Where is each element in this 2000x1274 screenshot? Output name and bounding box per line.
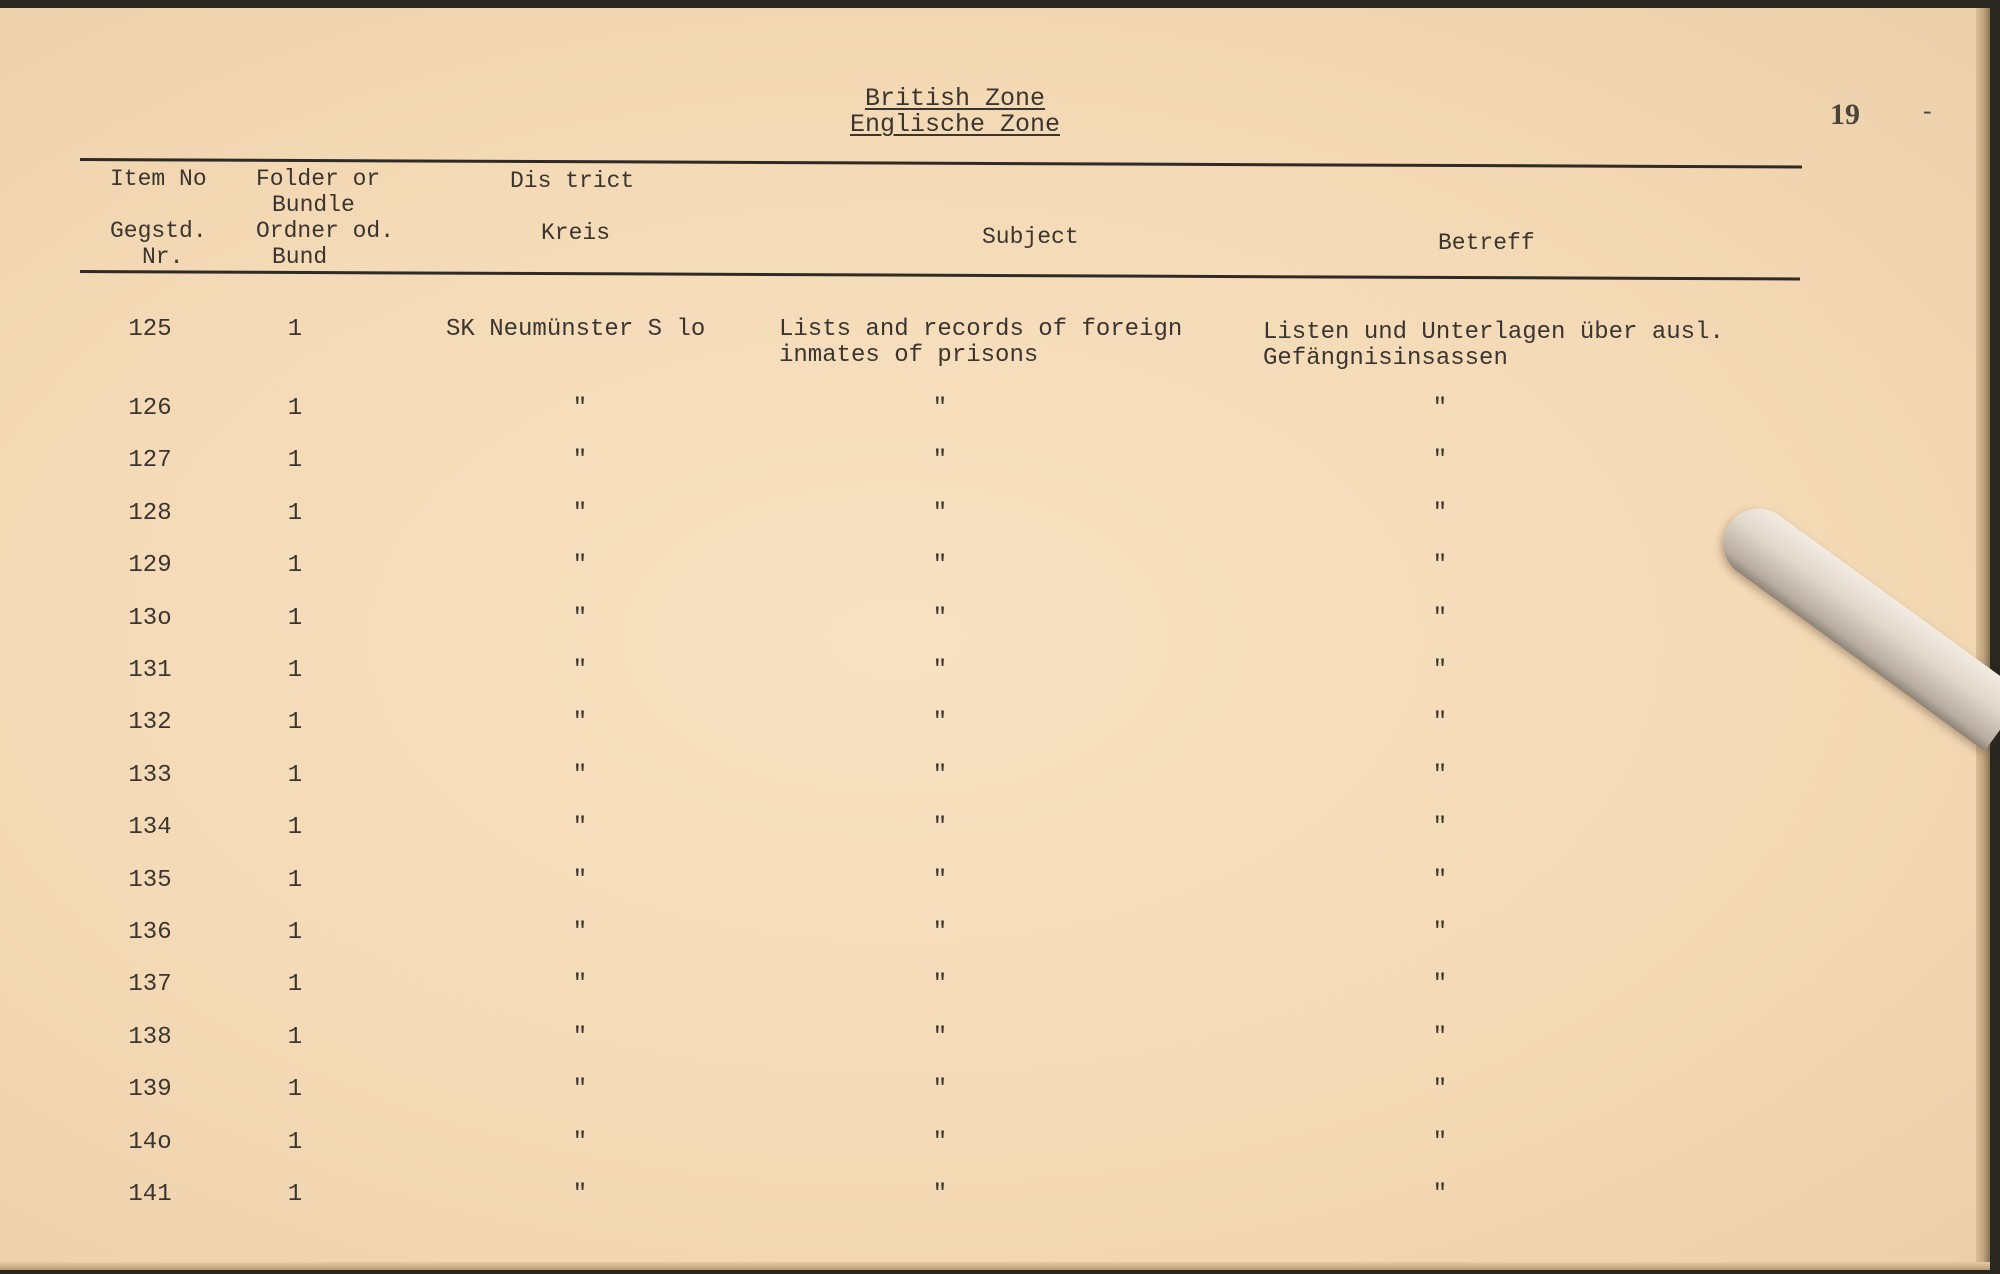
table-row-betreff-ditto: " xyxy=(1432,867,1448,894)
table-row-subject-ditto: " xyxy=(932,867,948,894)
row-125-subject-line1: Lists and records of foreign xyxy=(779,316,1183,343)
table-row-item: 137 xyxy=(128,971,172,998)
table-row-subject-ditto: " xyxy=(932,1129,948,1156)
table-row-district-ditto: " xyxy=(572,1024,588,1051)
table-row-item: 129 xyxy=(128,552,172,579)
table-row-betreff-ditto: " xyxy=(1432,447,1448,474)
table-row-betreff-ditto: " xyxy=(1432,762,1448,789)
table-row-district-ditto: " xyxy=(572,1181,588,1208)
header-item-nr: Nr. xyxy=(142,244,184,270)
table-row-subject-ditto: " xyxy=(932,1181,948,1208)
header-item-no: Item No xyxy=(110,166,207,192)
table-row-subject-ditto: " xyxy=(932,971,948,998)
table-row-item: 128 xyxy=(128,500,172,527)
zone-title-english: British Zone xyxy=(864,84,1046,113)
table-row-district-ditto: " xyxy=(572,605,588,632)
table-row-folder: 1 xyxy=(287,395,303,422)
header-bund: Bund xyxy=(272,244,328,270)
table-row-district-ditto: " xyxy=(572,1129,588,1156)
header-betreff: Betreff xyxy=(1438,230,1535,256)
table-row-betreff-ditto: " xyxy=(1432,1076,1448,1103)
table-row-subject-ditto: " xyxy=(932,762,948,789)
document-page xyxy=(0,8,1990,1270)
table-row-subject-ditto: " xyxy=(932,395,948,422)
table-row-item: 134 xyxy=(128,814,172,841)
table-row-item: 14o xyxy=(128,1129,172,1156)
page-number-dash: - xyxy=(1920,100,1935,127)
table-row-betreff-ditto: " xyxy=(1432,1129,1448,1156)
table-row-item: 127 xyxy=(128,447,172,474)
table-row-district-ditto: " xyxy=(572,552,588,579)
table-row-folder: 1 xyxy=(287,709,303,736)
page-bottom-edge xyxy=(0,1262,1990,1270)
table-row-betreff-ditto: " xyxy=(1432,919,1448,946)
table-row-betreff-ditto: " xyxy=(1432,605,1448,632)
table-row-folder: 1 xyxy=(287,500,303,527)
table-row-folder: 1 xyxy=(287,867,303,894)
table-row-folder: 1 xyxy=(287,447,303,474)
table-row-betreff-ditto: " xyxy=(1432,814,1448,841)
header-item-de: Gegstd. xyxy=(110,218,207,244)
table-row-folder: 1 xyxy=(287,1076,303,1103)
table-row-folder: 1 xyxy=(287,657,303,684)
row-125-betreff-line2: Gefängnisinsassen xyxy=(1263,345,1508,372)
table-row-subject-ditto: " xyxy=(932,709,948,736)
table-row-betreff-ditto: " xyxy=(1432,709,1448,736)
table-row-district-ditto: " xyxy=(572,919,588,946)
table-row-folder: 1 xyxy=(287,919,303,946)
pen-object xyxy=(1709,495,2000,751)
table-row-subject-ditto: " xyxy=(932,1076,948,1103)
table-row-item: 135 xyxy=(128,867,172,894)
table-row-district-ditto: " xyxy=(572,500,588,527)
table-row-item: 141 xyxy=(128,1181,172,1208)
header-bottom-rule xyxy=(80,270,1800,281)
table-row-betreff-ditto: " xyxy=(1432,657,1448,684)
table-row-betreff-ditto: " xyxy=(1432,1181,1448,1208)
table-row-district-ditto: " xyxy=(572,971,588,998)
table-row-betreff-ditto: " xyxy=(1432,395,1448,422)
table-row-subject-ditto: " xyxy=(932,500,948,527)
table-row-district-ditto: " xyxy=(572,814,588,841)
header-bundle: Bundle xyxy=(272,192,355,218)
zone-title-german: Englische Zone xyxy=(849,110,1061,139)
table-row-folder: 1 xyxy=(287,814,303,841)
row-125-district: SK Neumünster S lo xyxy=(446,316,706,343)
table-row-folder: 1 xyxy=(287,1129,303,1156)
table-row-district-ditto: " xyxy=(572,1076,588,1103)
table-row-folder: 1 xyxy=(287,605,303,632)
page-right-edge xyxy=(1976,8,1990,1270)
header-subject: Subject xyxy=(982,224,1079,250)
table-row-betreff-ditto: " xyxy=(1432,552,1448,579)
table-row-district-ditto: " xyxy=(572,762,588,789)
row-125-item: 125 xyxy=(128,316,172,343)
row-125-subject-line2: inmates of prisons xyxy=(779,342,1039,369)
table-row-district-ditto: " xyxy=(572,657,588,684)
header-folder-de: Ordner od. xyxy=(256,218,395,244)
table-row-item: 133 xyxy=(128,762,172,789)
table-row-folder: 1 xyxy=(287,762,303,789)
table-row-item: 138 xyxy=(128,1024,172,1051)
table-row-folder: 1 xyxy=(287,552,303,579)
table-row-item: 13o xyxy=(128,605,172,632)
header-district-de: Kreis xyxy=(541,220,611,246)
table-row-folder: 1 xyxy=(287,1181,303,1208)
table-row-district-ditto: " xyxy=(572,447,588,474)
table-row-district-ditto: " xyxy=(572,867,588,894)
table-row-item: 139 xyxy=(128,1076,172,1103)
page-number: 19 xyxy=(1830,98,1860,131)
table-row-subject-ditto: " xyxy=(932,447,948,474)
table-row-item: 131 xyxy=(128,657,172,684)
table-row-subject-ditto: " xyxy=(932,605,948,632)
table-row-subject-ditto: " xyxy=(932,814,948,841)
header-folder: Folder or xyxy=(256,166,381,192)
table-row-district-ditto: " xyxy=(572,395,588,422)
table-row-betreff-ditto: " xyxy=(1432,971,1448,998)
table-row-subject-ditto: " xyxy=(932,657,948,684)
table-row-betreff-ditto: " xyxy=(1432,1024,1448,1051)
table-row-folder: 1 xyxy=(287,1024,303,1051)
table-row-district-ditto: " xyxy=(572,709,588,736)
table-row-item: 136 xyxy=(128,919,172,946)
header-district: Dis trict xyxy=(510,168,635,194)
table-row-betreff-ditto: " xyxy=(1432,500,1448,527)
row-125-betreff-line1: Listen und Unterlagen über ausl. xyxy=(1263,319,1724,346)
table-row-subject-ditto: " xyxy=(932,919,948,946)
table-row-subject-ditto: " xyxy=(932,552,948,579)
row-125-folder: 1 xyxy=(287,316,303,343)
table-row-item: 132 xyxy=(128,709,172,736)
table-row-subject-ditto: " xyxy=(932,1024,948,1051)
table-row-folder: 1 xyxy=(287,971,303,998)
table-row-item: 126 xyxy=(128,395,172,422)
